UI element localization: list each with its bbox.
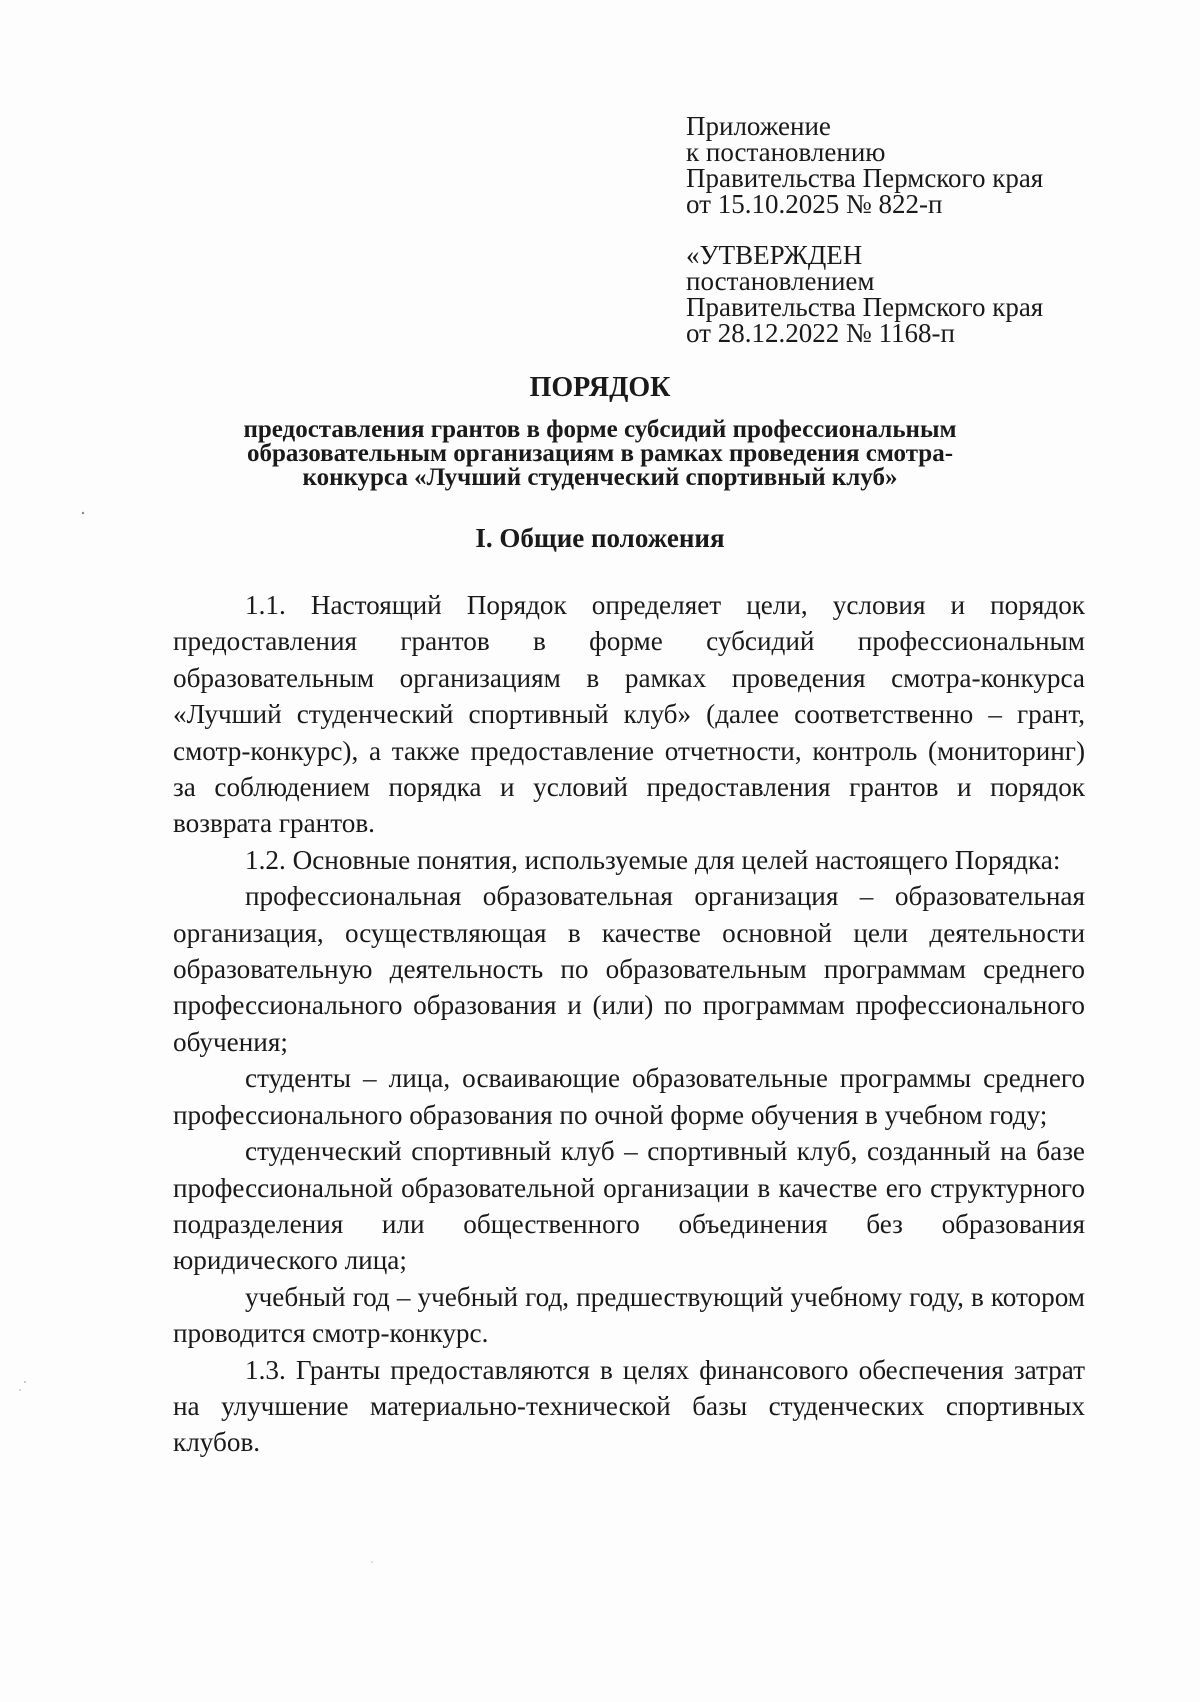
subtitle-line-3: конкурса «Лучший студенческий спортивный клуб» [302, 464, 898, 491]
scan-speck [371, 1561, 373, 1563]
appendix-block [686, 113, 1106, 217]
paragraph-1-2: 1.2. Основные понятия, используемые для целей настоящего Порядка: [245, 844, 1061, 875]
paragraph-definition-students: студенты – лица, осваивающие образовательные программы среднего профессионального образования по очной форме обучения в учебном году; [173, 1063, 1085, 1130]
scan-speck [24, 1381, 26, 1383]
appendix-line-1: Приложение [686, 111, 831, 141]
appendix-line-4: от 15.10.2025 № 822-п [686, 189, 943, 219]
appendix-line-3: Правительства Пермского края [686, 163, 1044, 193]
appendix-line-2: к постановлению [686, 137, 886, 167]
scan-speck [19, 1389, 21, 1391]
section-heading: I. Общие положения [475, 523, 725, 553]
paragraph-definition-organization: профессиональная образовательная организация – образовательная организация, осуществляющая в качестве основной цели деятельности образовательную деятельность по образовательным программам среднего профессионального образования и (или) по программам профессионального обучения; [173, 881, 1085, 1057]
subtitle-line-1: предоставления грантов в форме субсидий профессиональным [243, 416, 957, 443]
document-title: ПОРЯДОК [529, 372, 671, 403]
subtitle-line-2: образовательным организациям в рамках проведения смотра- [246, 440, 954, 467]
document-subtitle [0, 418, 1200, 490]
approval-line-1: «УТВЕРЖДЕН [686, 240, 863, 270]
scan-speck [82, 512, 84, 514]
approval-line-4: от 28.12.2022 № 1168-п [686, 318, 955, 348]
paragraph-definition-school-year: учебный год – учебный год, предшествующий учебному году, в котором проводится смотр-конкурс. [173, 1281, 1085, 1349]
paragraph-definition-sports-club: студенческий спортивный клуб – спортивный клуб, созданный на базе профессиональной образовательной организации в качестве его структурного подразделения или общественного объединения без образования юридического лица; [173, 1136, 1085, 1276]
paragraph-1-1: 1.1. Настоящий Порядок определяет цели, условия и порядок предоставления грантов в форме субсидий профессиональным образовательным организациям в рамках проведения смотра-конкурса «Лучший студенческий спортивный клуб» (далее соответственно – грант, смотр-конкурс), а также предоставление отчетности, контроль (мониторинг) за соблюдением порядка и условий предоставления грантов и порядок возврата грантов. [173, 590, 1085, 839]
approval-line-2: постановлением [686, 266, 875, 296]
approval-block [686, 242, 1106, 346]
paragraph-1-3: 1.3. Гранты предоставляются в целях финансового обеспечения затрат на улучшение материально-технической базы студенческих спортивных клубов. [173, 1354, 1085, 1458]
document-body [173, 587, 1085, 1461]
approval-line-3: Правительства Пермского края [686, 292, 1044, 322]
